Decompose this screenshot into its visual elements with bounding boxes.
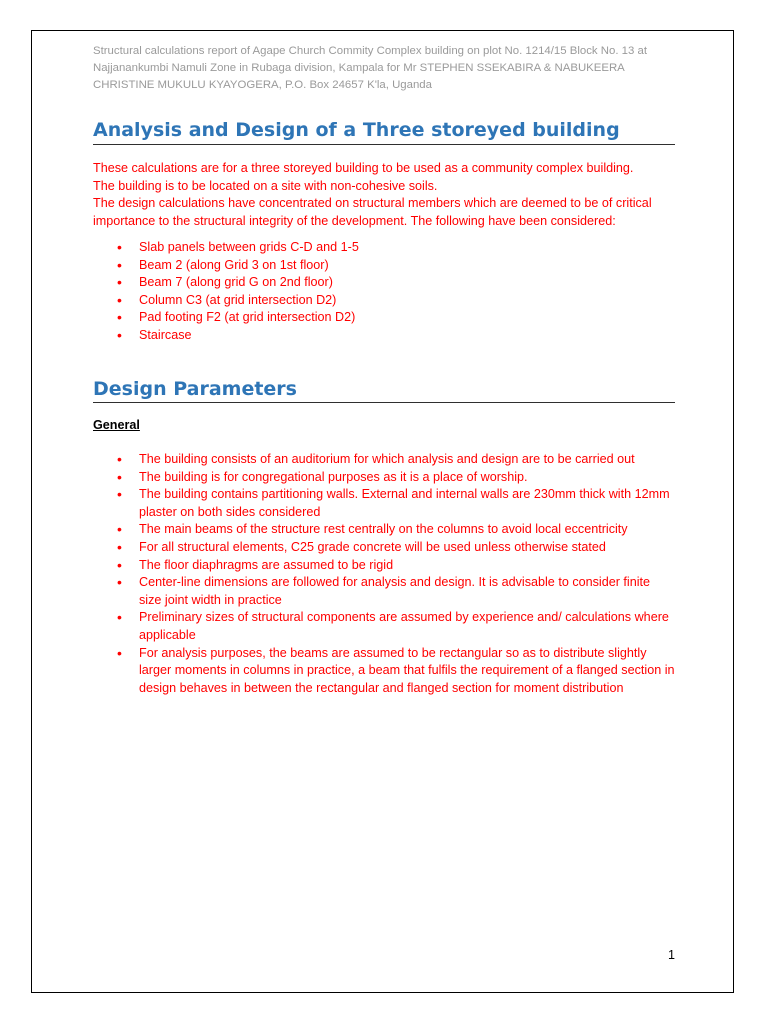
intro-paragraph: The building is to be located on a site with non-cohesive soils. bbox=[93, 178, 438, 193]
intro-paragraph: These calculations are for a three storeyed building to be used as a community complex building. bbox=[93, 161, 634, 175]
bullet-icon: • bbox=[117, 574, 122, 591]
intro-paragraph: The design calculations have concentrated on structural members which are deemed to be of critical importance to the structural integrity of the development. The following have been considered: bbox=[93, 196, 652, 228]
bullet-icon: • bbox=[117, 274, 122, 291]
list-item bbox=[93, 292, 675, 310]
intro-paragraphs bbox=[93, 160, 685, 230]
bullet-icon: • bbox=[117, 609, 122, 626]
list-item-text: Center-line dimensions are followed for analysis and design. It is advisable to consider finite size joint width in practice bbox=[139, 575, 651, 607]
bullet-icon: • bbox=[117, 521, 122, 538]
bullet-icon: • bbox=[117, 291, 122, 308]
bullet-icon: • bbox=[117, 309, 122, 326]
list-item-text: Preliminary sizes of structural components are assumed by experience and/ calculations where applicable bbox=[139, 610, 669, 642]
list-item bbox=[93, 557, 675, 575]
list-item bbox=[93, 609, 675, 644]
list-item bbox=[93, 239, 675, 257]
section-title-analysis-design: Analysis and Design of a Three storeyed building bbox=[93, 118, 675, 145]
bullet-icon: • bbox=[117, 239, 122, 255]
list-item bbox=[93, 257, 675, 275]
list-item-text: The building consists of an auditorium for which analysis and design are to be carried out bbox=[139, 452, 635, 466]
list-item-text: Slab panels between grids C-D and 1-5 bbox=[139, 240, 359, 254]
list-item bbox=[93, 451, 675, 469]
bullet-icon: • bbox=[117, 556, 122, 573]
list-item-text: The building contains partitioning walls. External and internal walls are 230mm thick with 12mm plaster on both sides considered bbox=[139, 487, 670, 519]
considered-elements-list bbox=[93, 239, 675, 345]
list-item bbox=[93, 309, 675, 327]
page-header: Structural calculations report of Agape Church Commity Complex building on plot No. 1214/15 Block No. 13 at Najjanankumbi Namuli Zone in Rubaga division, Kampala for Mr STEPHEN SSEKABIRA & NABUKEERA CHRISTINE MUKULU KYAYOGERA, P.O. Box 24657 K'la, Uganda bbox=[93, 45, 648, 91]
document-page bbox=[31, 30, 734, 993]
bullet-icon: • bbox=[117, 486, 122, 503]
list-item-text: Column C3 (at grid intersection D2) bbox=[139, 292, 337, 307]
list-item-text: Beam 2 (along Grid 3 on 1st floor) bbox=[139, 257, 329, 272]
list-item-text: For analysis purposes, the beams are assumed to be rectangular so as to distribute slightly larger moments in columns in practice, a beam that fulfils the requirement of a flanged section in design behaves in between the rectangular and flanged section for moment distribution bbox=[139, 645, 675, 695]
bullet-icon: • bbox=[117, 451, 122, 467]
bullet-icon: • bbox=[117, 468, 122, 485]
list-item bbox=[93, 539, 675, 557]
list-item-text: The building is for congregational purposes as it is a place of worship. bbox=[139, 469, 528, 484]
bullet-icon: • bbox=[117, 538, 122, 555]
list-item-text: The main beams of the structure rest centrally on the columns to avoid local eccentricity bbox=[139, 522, 628, 537]
page-number: 1 bbox=[667, 948, 675, 962]
list-item-text: Beam 7 (along grid G on 2nd floor) bbox=[139, 275, 333, 290]
list-item bbox=[93, 645, 675, 698]
bullet-icon: • bbox=[117, 644, 122, 661]
list-item bbox=[93, 486, 675, 521]
section-title-design-parameters: Design Parameters bbox=[93, 377, 675, 403]
design-parameters-list bbox=[93, 451, 675, 697]
list-item bbox=[93, 327, 675, 345]
list-item bbox=[93, 521, 675, 539]
list-item bbox=[93, 274, 675, 292]
bullet-icon: • bbox=[117, 256, 122, 273]
list-item-text: The floor diaphragms are assumed to be rigid bbox=[139, 557, 394, 572]
list-item bbox=[93, 469, 675, 487]
list-item bbox=[93, 574, 675, 609]
list-item-text: Pad footing F2 (at grid intersection D2) bbox=[139, 310, 356, 325]
bullet-icon: • bbox=[117, 326, 122, 343]
list-item-text: For all structural elements, C25 grade concrete will be used unless otherwise stated bbox=[139, 539, 606, 554]
list-item-text: Staircase bbox=[139, 327, 192, 342]
subheading-general: General bbox=[93, 418, 140, 432]
